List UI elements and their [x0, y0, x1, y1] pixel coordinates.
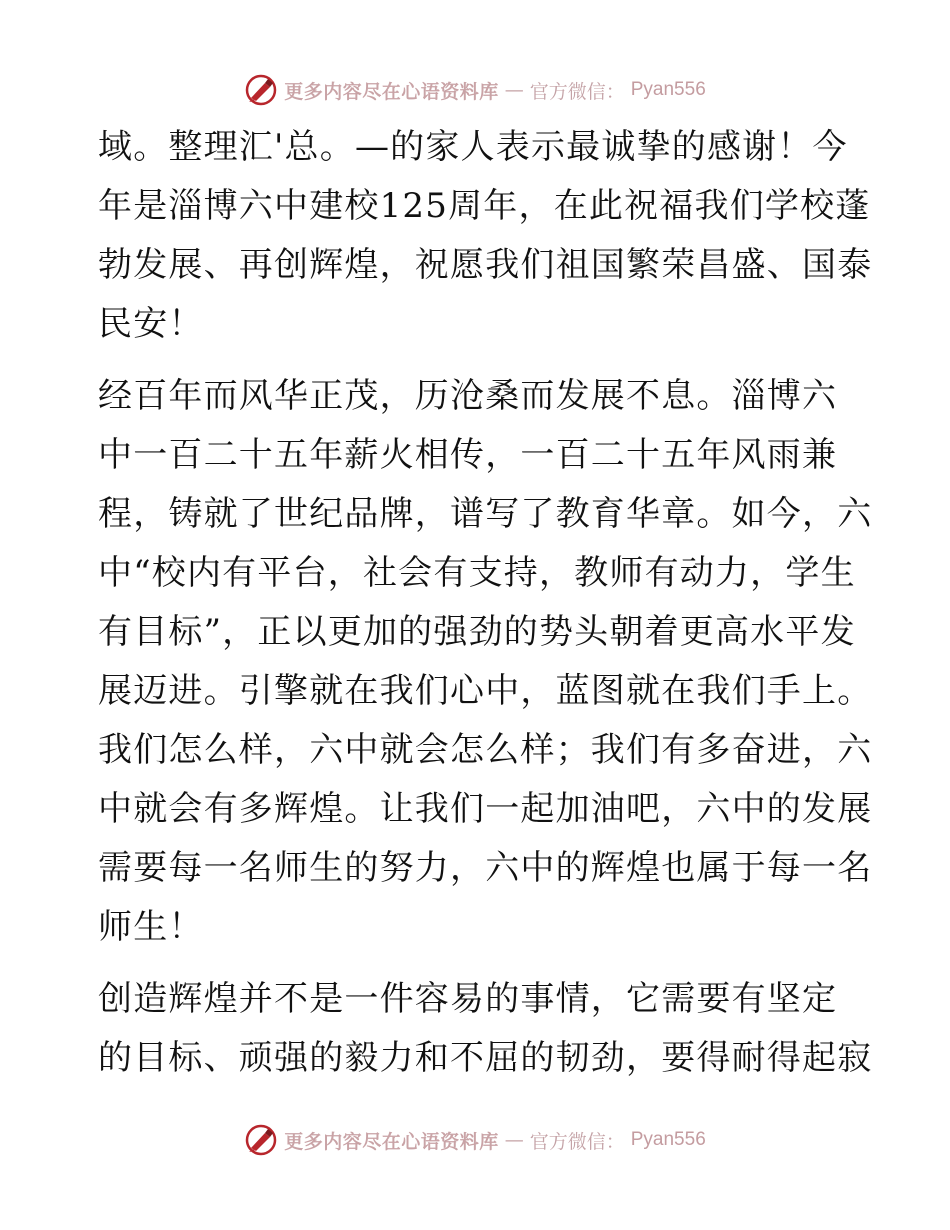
document-body [98, 118, 873, 1088]
pen-logo-icon [244, 73, 278, 107]
text-line: 年是淄博六中建校125周年，在此祝福我们学校蓬 [98, 186, 871, 226]
banner-text: 更多内容尽在心语资料库 [284, 1130, 499, 1153]
paragraph-gap [98, 354, 858, 367]
banner-wechat-label: 官方微信： [529, 80, 625, 103]
pen-logo-icon [244, 1123, 278, 1157]
text-line: 展迈进。引擎就在我们心中，蓝图就在我们手上。 [98, 671, 873, 711]
header-banner [0, 70, 950, 110]
banner-separator: — [504, 79, 524, 101]
text-line: 程，铸就了世纪品牌，谱写了教育华章。如今，六 [98, 494, 873, 534]
text-line: 经百年而风华正茂，历沧桑而发展不息。淄博六 [98, 376, 838, 416]
text-line: 中一百二十五年薪火相传，一百二十五年风雨兼 [98, 435, 838, 475]
text-line: 我们怎么样，六中就会怎么样；我们有多奋进，六 [98, 730, 873, 770]
text-line: 师生！ [98, 907, 204, 947]
paragraph-gap [98, 957, 858, 970]
text-line: 有目标”，正以更加的强劲的势头朝着更高水平发 [98, 612, 856, 652]
paragraph-2 [98, 367, 873, 957]
text-line: 民安！ [98, 304, 204, 344]
text-line: 中“校内有平台，社会有支持，教师有动力，学生 [98, 553, 856, 593]
text-line: 勃发展、再创辉煌，祝愿我们祖国繁荣昌盛、国泰 [98, 245, 873, 285]
paragraph-1 [98, 118, 873, 354]
paragraph-3 [98, 970, 873, 1088]
text-line: 的目标、顽强的毅力和不屈的韧劲，要得耐得起寂 [98, 1038, 873, 1078]
text-line: 域。整理汇'总。—的家人表示最诚挚的感谢！今 [98, 127, 848, 167]
footer-banner [0, 1120, 950, 1160]
text-line: 创造辉煌并不是一件容易的事情，它需要有坚定 [98, 979, 838, 1019]
banner-wechat-id: Pyan556 [630, 1129, 706, 1150]
text-line: 中就会有多辉煌。让我们一起加油吧，六中的发展 [98, 789, 873, 829]
text-line: 需要每一名师生的努力，六中的辉煌也属于每一名 [98, 848, 873, 888]
banner-separator: — [504, 1129, 524, 1151]
banner-text: 更多内容尽在心语资料库 [284, 80, 499, 103]
banner-wechat-id: Pyan556 [630, 79, 706, 100]
banner-wechat-label: 官方微信： [529, 1130, 625, 1153]
